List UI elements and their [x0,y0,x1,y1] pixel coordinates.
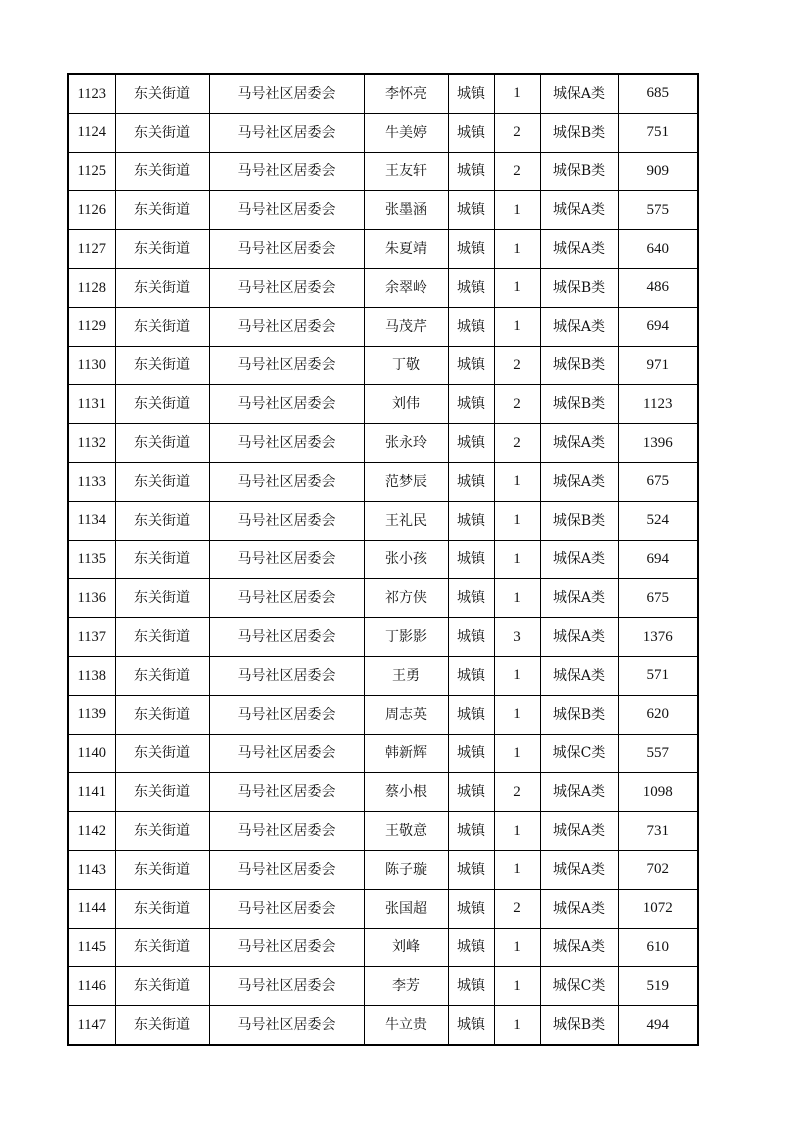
name-cell: 王礼民 [364,501,448,540]
category-cell: 城保A类 [540,618,618,657]
street-cell: 东关街道 [115,928,209,967]
member-count-cell: 2 [494,113,540,152]
record-id-cell: 1141 [68,773,115,812]
community-cell: 马号社区居委会 [209,424,364,463]
amount-cell: 909 [618,152,698,191]
table-row [68,656,698,695]
category-cell: 城保B类 [540,385,618,424]
household-type-cell: 城镇 [448,230,494,269]
street-cell: 东关街道 [115,501,209,540]
community-cell: 马号社区居委会 [209,656,364,695]
community-cell: 马号社区居委会 [209,734,364,773]
amount-cell: 694 [618,540,698,579]
table-row [68,579,698,618]
amount-cell: 1098 [618,773,698,812]
member-count-cell: 2 [494,346,540,385]
category-cell: 城保A类 [540,307,618,346]
street-cell: 东关街道 [115,656,209,695]
record-id-cell: 1125 [68,152,115,191]
table-row [68,385,698,424]
category-cell: 城保B类 [540,695,618,734]
community-cell: 马号社区居委会 [209,268,364,307]
household-type-cell: 城镇 [448,967,494,1006]
table-row [68,695,698,734]
record-id-cell: 1136 [68,579,115,618]
record-id-cell: 1132 [68,424,115,463]
name-cell: 李芳 [364,967,448,1006]
name-cell: 丁影影 [364,618,448,657]
street-cell: 东关街道 [115,773,209,812]
category-cell: 城保A类 [540,230,618,269]
amount-cell: 1396 [618,424,698,463]
member-count-cell: 1 [494,230,540,269]
name-cell: 朱夏靖 [364,230,448,269]
name-cell: 马茂芹 [364,307,448,346]
household-type-cell: 城镇 [448,618,494,657]
household-type-cell: 城镇 [448,74,494,113]
household-type-cell: 城镇 [448,850,494,889]
amount-cell: 971 [618,346,698,385]
street-cell: 东关街道 [115,967,209,1006]
household-type-cell: 城镇 [448,579,494,618]
category-cell: 城保C类 [540,734,618,773]
record-id-cell: 1126 [68,191,115,230]
community-cell: 马号社区居委会 [209,812,364,851]
member-count-cell: 1 [494,501,540,540]
table-row [68,74,698,113]
category-cell: 城保B类 [540,501,618,540]
household-type-cell: 城镇 [448,346,494,385]
name-cell: 张墨涵 [364,191,448,230]
roster-table [67,73,699,1046]
community-cell: 马号社区居委会 [209,928,364,967]
street-cell: 东关街道 [115,385,209,424]
table-row [68,618,698,657]
street-cell: 东关街道 [115,812,209,851]
amount-cell: 685 [618,74,698,113]
member-count-cell: 2 [494,773,540,812]
name-cell: 牛美婷 [364,113,448,152]
record-id-cell: 1131 [68,385,115,424]
name-cell: 李怀亮 [364,74,448,113]
street-cell: 东关街道 [115,191,209,230]
table-row [68,889,698,928]
household-type-cell: 城镇 [448,501,494,540]
street-cell: 东关街道 [115,540,209,579]
amount-cell: 694 [618,307,698,346]
community-cell: 马号社区居委会 [209,967,364,1006]
name-cell: 刘伟 [364,385,448,424]
record-id-cell: 1139 [68,695,115,734]
table-row [68,191,698,230]
member-count-cell: 2 [494,424,540,463]
category-cell: 城保A类 [540,191,618,230]
member-count-cell: 3 [494,618,540,657]
member-count-cell: 1 [494,734,540,773]
member-count-cell: 1 [494,307,540,346]
community-cell: 马号社区居委会 [209,889,364,928]
street-cell: 东关街道 [115,462,209,501]
amount-cell: 675 [618,462,698,501]
roster-body [68,74,698,1045]
name-cell: 丁敬 [364,346,448,385]
table-row [68,346,698,385]
name-cell: 周志英 [364,695,448,734]
record-id-cell: 1124 [68,113,115,152]
name-cell: 张国超 [364,889,448,928]
name-cell: 范梦辰 [364,462,448,501]
category-cell: 城保A类 [540,540,618,579]
table-row [68,230,698,269]
table-row [68,928,698,967]
record-id-cell: 1135 [68,540,115,579]
table-row [68,1006,698,1045]
community-cell: 马号社区居委会 [209,307,364,346]
household-type-cell: 城镇 [448,385,494,424]
household-type-cell: 城镇 [448,1006,494,1045]
table-row [68,501,698,540]
household-type-cell: 城镇 [448,928,494,967]
member-count-cell: 1 [494,967,540,1006]
name-cell: 王敬意 [364,812,448,851]
member-count-cell: 1 [494,74,540,113]
record-id-cell: 1127 [68,230,115,269]
amount-cell: 571 [618,656,698,695]
member-count-cell: 1 [494,462,540,501]
household-type-cell: 城镇 [448,191,494,230]
member-count-cell: 1 [494,695,540,734]
category-cell: 城保A类 [540,462,618,501]
record-id-cell: 1138 [68,656,115,695]
member-count-cell: 2 [494,385,540,424]
community-cell: 马号社区居委会 [209,540,364,579]
table-row [68,113,698,152]
record-id-cell: 1137 [68,618,115,657]
community-cell: 马号社区居委会 [209,579,364,618]
street-cell: 东关街道 [115,424,209,463]
amount-cell: 557 [618,734,698,773]
street-cell: 东关街道 [115,152,209,191]
record-id-cell: 1143 [68,850,115,889]
amount-cell: 751 [618,113,698,152]
street-cell: 东关街道 [115,850,209,889]
household-type-cell: 城镇 [448,424,494,463]
name-cell: 祁方侠 [364,579,448,618]
household-type-cell: 城镇 [448,656,494,695]
community-cell: 马号社区居委会 [209,462,364,501]
category-cell: 城保B类 [540,1006,618,1045]
category-cell: 城保A类 [540,850,618,889]
household-type-cell: 城镇 [448,695,494,734]
amount-cell: 575 [618,191,698,230]
member-count-cell: 1 [494,540,540,579]
category-cell: 城保A类 [540,74,618,113]
category-cell: 城保B类 [540,113,618,152]
household-type-cell: 城镇 [448,307,494,346]
table-row [68,734,698,773]
table-row [68,424,698,463]
record-id-cell: 1145 [68,928,115,967]
member-count-cell: 1 [494,268,540,307]
amount-cell: 610 [618,928,698,967]
record-id-cell: 1147 [68,1006,115,1045]
name-cell: 刘峰 [364,928,448,967]
community-cell: 马号社区居委会 [209,501,364,540]
category-cell: 城保B类 [540,268,618,307]
community-cell: 马号社区居委会 [209,695,364,734]
community-cell: 马号社区居委会 [209,618,364,657]
category-cell: 城保A类 [540,773,618,812]
record-id-cell: 1129 [68,307,115,346]
community-cell: 马号社区居委会 [209,74,364,113]
name-cell: 张小孩 [364,540,448,579]
table-row [68,967,698,1006]
table-row [68,812,698,851]
name-cell: 牛立贵 [364,1006,448,1045]
community-cell: 马号社区居委会 [209,152,364,191]
table-row [68,268,698,307]
amount-cell: 1376 [618,618,698,657]
record-id-cell: 1123 [68,74,115,113]
table-row [68,307,698,346]
name-cell: 余翠岭 [364,268,448,307]
household-type-cell: 城镇 [448,268,494,307]
record-id-cell: 1133 [68,462,115,501]
street-cell: 东关街道 [115,307,209,346]
record-id-cell: 1128 [68,268,115,307]
amount-cell: 731 [618,812,698,851]
community-cell: 马号社区居委会 [209,113,364,152]
category-cell: 城保A类 [540,889,618,928]
name-cell: 韩新辉 [364,734,448,773]
record-id-cell: 1146 [68,967,115,1006]
street-cell: 东关街道 [115,695,209,734]
member-count-cell: 1 [494,812,540,851]
name-cell: 蔡小根 [364,773,448,812]
amount-cell: 640 [618,230,698,269]
member-count-cell: 2 [494,889,540,928]
member-count-cell: 1 [494,928,540,967]
community-cell: 马号社区居委会 [209,346,364,385]
member-count-cell: 1 [494,656,540,695]
community-cell: 马号社区居委会 [209,191,364,230]
household-type-cell: 城镇 [448,812,494,851]
street-cell: 东关街道 [115,113,209,152]
community-cell: 马号社区居委会 [209,1006,364,1045]
name-cell: 陈子璇 [364,850,448,889]
household-type-cell: 城镇 [448,152,494,191]
name-cell: 张永玲 [364,424,448,463]
amount-cell: 1123 [618,385,698,424]
amount-cell: 519 [618,967,698,1006]
category-cell: 城保A类 [540,424,618,463]
street-cell: 东关街道 [115,346,209,385]
record-id-cell: 1134 [68,501,115,540]
category-cell: 城保C类 [540,967,618,1006]
street-cell: 东关街道 [115,1006,209,1045]
table-row [68,850,698,889]
street-cell: 东关街道 [115,579,209,618]
street-cell: 东关街道 [115,74,209,113]
amount-cell: 1072 [618,889,698,928]
household-type-cell: 城镇 [448,462,494,501]
member-count-cell: 1 [494,1006,540,1045]
member-count-cell: 1 [494,850,540,889]
record-id-cell: 1140 [68,734,115,773]
amount-cell: 675 [618,579,698,618]
member-count-cell: 1 [494,579,540,618]
household-type-cell: 城镇 [448,889,494,928]
street-cell: 东关街道 [115,889,209,928]
household-type-cell: 城镇 [448,113,494,152]
street-cell: 东关街道 [115,734,209,773]
category-cell: 城保B类 [540,346,618,385]
table-row [68,152,698,191]
category-cell: 城保A类 [540,928,618,967]
record-id-cell: 1144 [68,889,115,928]
amount-cell: 702 [618,850,698,889]
household-type-cell: 城镇 [448,773,494,812]
record-id-cell: 1142 [68,812,115,851]
amount-cell: 494 [618,1006,698,1045]
table-row [68,773,698,812]
community-cell: 马号社区居委会 [209,385,364,424]
category-cell: 城保A类 [540,579,618,618]
community-cell: 马号社区居委会 [209,850,364,889]
record-id-cell: 1130 [68,346,115,385]
household-type-cell: 城镇 [448,734,494,773]
community-cell: 马号社区居委会 [209,773,364,812]
category-cell: 城保B类 [540,152,618,191]
table-row [68,540,698,579]
street-cell: 东关街道 [115,618,209,657]
member-count-cell: 2 [494,152,540,191]
street-cell: 东关街道 [115,268,209,307]
category-cell: 城保A类 [540,656,618,695]
community-cell: 马号社区居委会 [209,230,364,269]
amount-cell: 620 [618,695,698,734]
name-cell: 王勇 [364,656,448,695]
name-cell: 王友轩 [364,152,448,191]
member-count-cell: 1 [494,191,540,230]
amount-cell: 486 [618,268,698,307]
category-cell: 城保A类 [540,812,618,851]
street-cell: 东关街道 [115,230,209,269]
table-row [68,462,698,501]
household-type-cell: 城镇 [448,540,494,579]
amount-cell: 524 [618,501,698,540]
